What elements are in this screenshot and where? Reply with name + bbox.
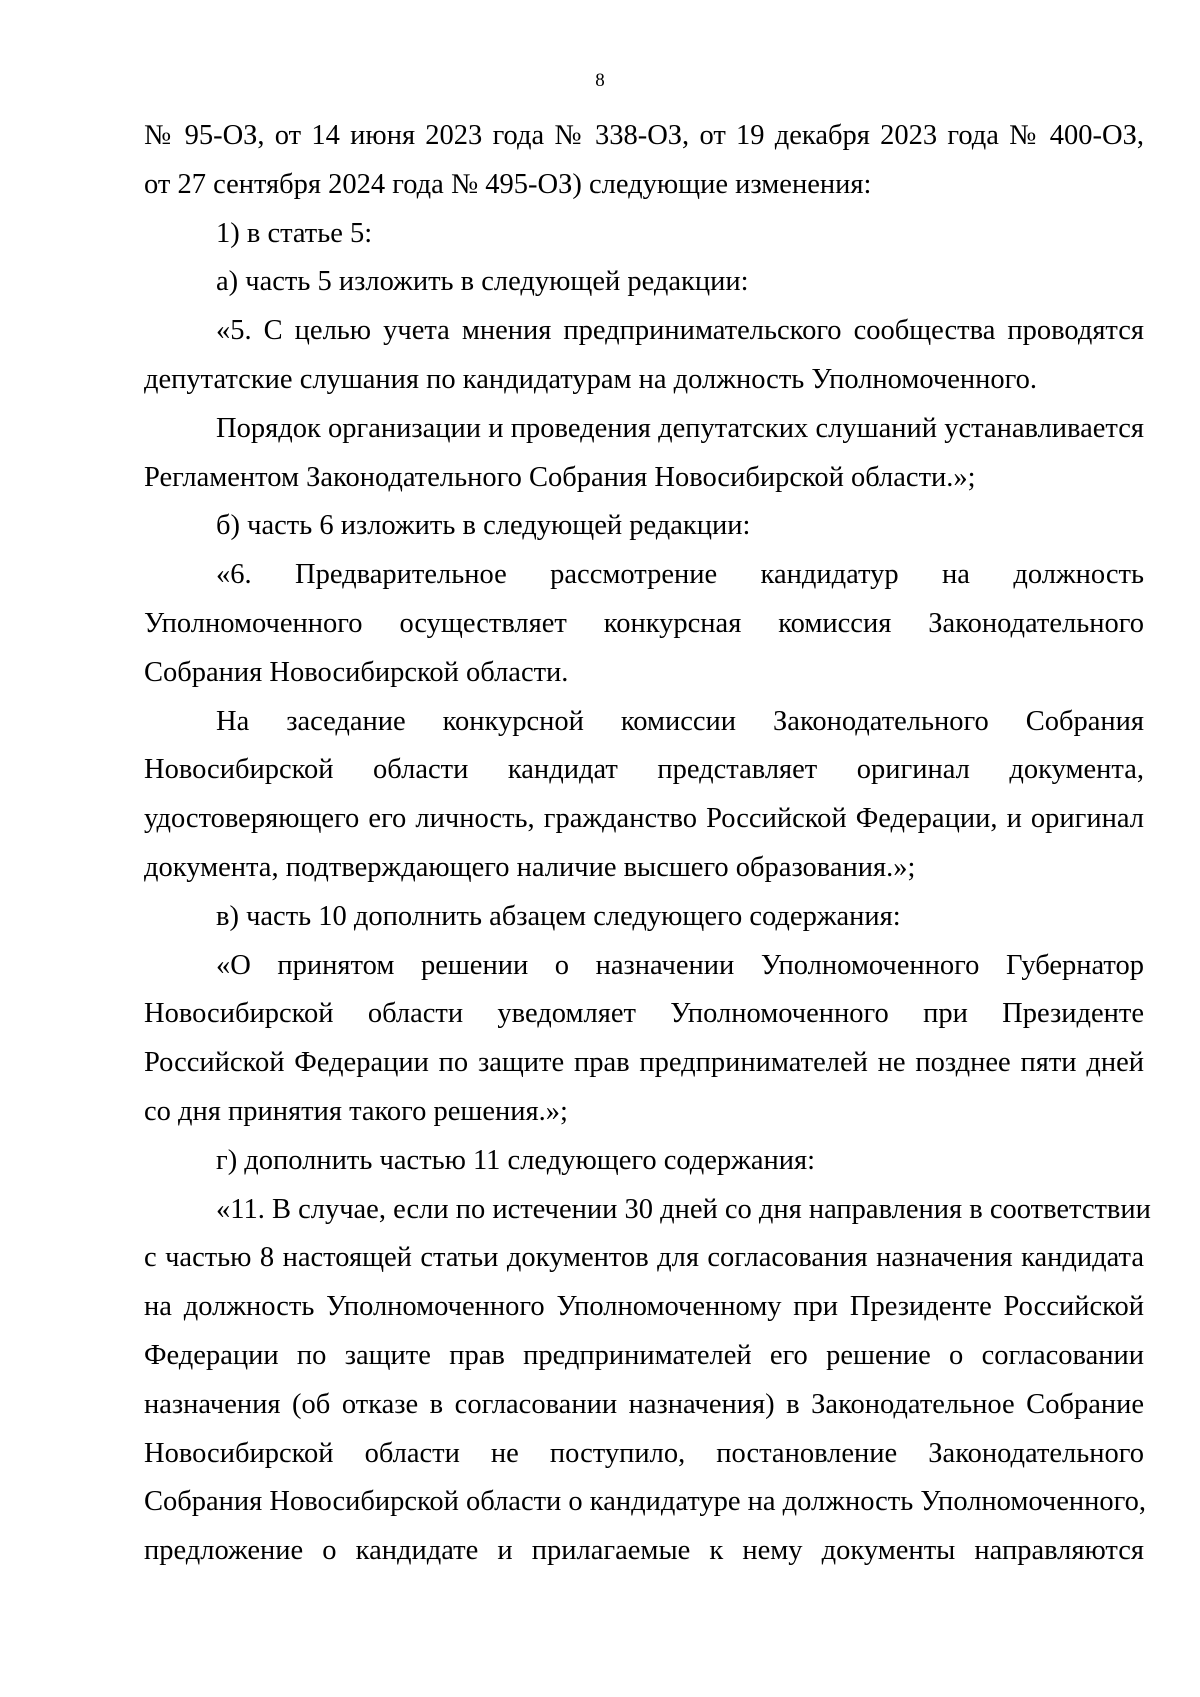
paragraph-subitem-v <box>144 893 1144 942</box>
text-line: Новосибирской области кандидат представляет оригинал документа, <box>144 754 1144 786</box>
paragraph-item-1 <box>144 210 1144 259</box>
text-line: Уполномоченного осуществляет конкурсная комиссия Законодательного <box>144 607 1144 639</box>
text-line: а) часть 5 изложить в следующей редакции: <box>216 266 749 298</box>
text-line: Собрания Новосибирской области о кандидатуре на должность Уполномоченного, <box>144 1486 1147 1518</box>
text-line: предложение о кандидате и прилагаемые к нему документы направляются <box>144 1535 1144 1567</box>
paragraph-part-6-text <box>144 551 1144 697</box>
text-line: Новосибирской области не поступило, постановление Законодательного <box>144 1437 1144 1469</box>
text-line: от 27 сентября 2024 года № 495-ОЗ) следующие изменения: <box>144 168 872 200</box>
text-line: Российской Федерации по защите прав предпринимателей не позднее пяти дней <box>144 1047 1144 1079</box>
paragraph-hearings-procedure <box>144 405 1144 503</box>
text-line: На заседание конкурсной комиссии Законодательного Собрания <box>216 705 1144 737</box>
text-line: «6. Предварительное рассмотрение кандидатур на должность <box>216 559 1144 591</box>
text-line: удостоверяющего его личность, гражданство Российской Федерации, и оригинал <box>144 803 1144 835</box>
text-line: Порядок организации и проведения депутатских слушаний устанавливается <box>216 412 1144 444</box>
text-line: Регламентом Законодательного Собрания Новосибирской области.»; <box>144 461 976 493</box>
text-line: назначения (об отказе в согласовании назначения) в Законодательное Собрание <box>144 1388 1144 1420</box>
text-line: «О принятом решении о назначении Уполномоченного Губернатор <box>216 949 1144 981</box>
text-line: на должность Уполномоченного Уполномоченному при Президенте Российской <box>144 1291 1144 1323</box>
text-line: № 95-ОЗ, от 14 июня 2023 года № 338-ОЗ, от 19 декабря 2023 года № 400-ОЗ, <box>144 120 1144 151</box>
text-line: депутатские слушания по кандидатурам на должность Уполномоченного. <box>144 363 1038 395</box>
text-line: г) дополнить частью 11 следующего содержания: <box>216 1144 816 1176</box>
paragraph-subitem-a <box>144 258 1144 307</box>
text-line: «5. С целью учета мнения предпринимательского сообщества проводятся <box>216 315 1144 347</box>
paragraph-amendments-intro <box>144 112 1144 210</box>
text-line: 1) в статье 5: <box>216 217 373 249</box>
paragraph-part-5-text <box>144 307 1144 405</box>
paragraph-governor-notice <box>144 942 1144 1137</box>
paragraph-commission-meeting <box>144 698 1144 893</box>
text-line: б) часть 6 изложить в следующей редакции: <box>216 510 751 542</box>
text-line: с частью 8 настоящей статьи документов для согласования назначения кандидата <box>144 1242 1144 1274</box>
document-body <box>144 112 1151 1576</box>
paragraph-subitem-b <box>144 502 1144 551</box>
page-number: 8 <box>595 70 605 91</box>
paragraph-subitem-g <box>144 1137 1144 1186</box>
text-line: в) часть 10 дополнить абзацем следующего содержания: <box>216 900 901 932</box>
text-line: Собрания Новосибирской области. <box>144 656 569 688</box>
text-line: со дня принятия такого решения.»; <box>144 1095 568 1127</box>
text-line: «11. В случае, если по истечении 30 дней со дня направления в соответствии <box>216 1193 1151 1225</box>
text-line: Новосибирской области уведомляет Уполномоченного при Президенте <box>144 998 1144 1030</box>
text-line: документа, подтверждающего наличие высшего образования.»; <box>144 851 916 883</box>
text-line: Федерации по защите прав предпринимателей его решение о согласовании <box>144 1339 1144 1371</box>
paragraph-part-11-text <box>144 1186 1151 1576</box>
